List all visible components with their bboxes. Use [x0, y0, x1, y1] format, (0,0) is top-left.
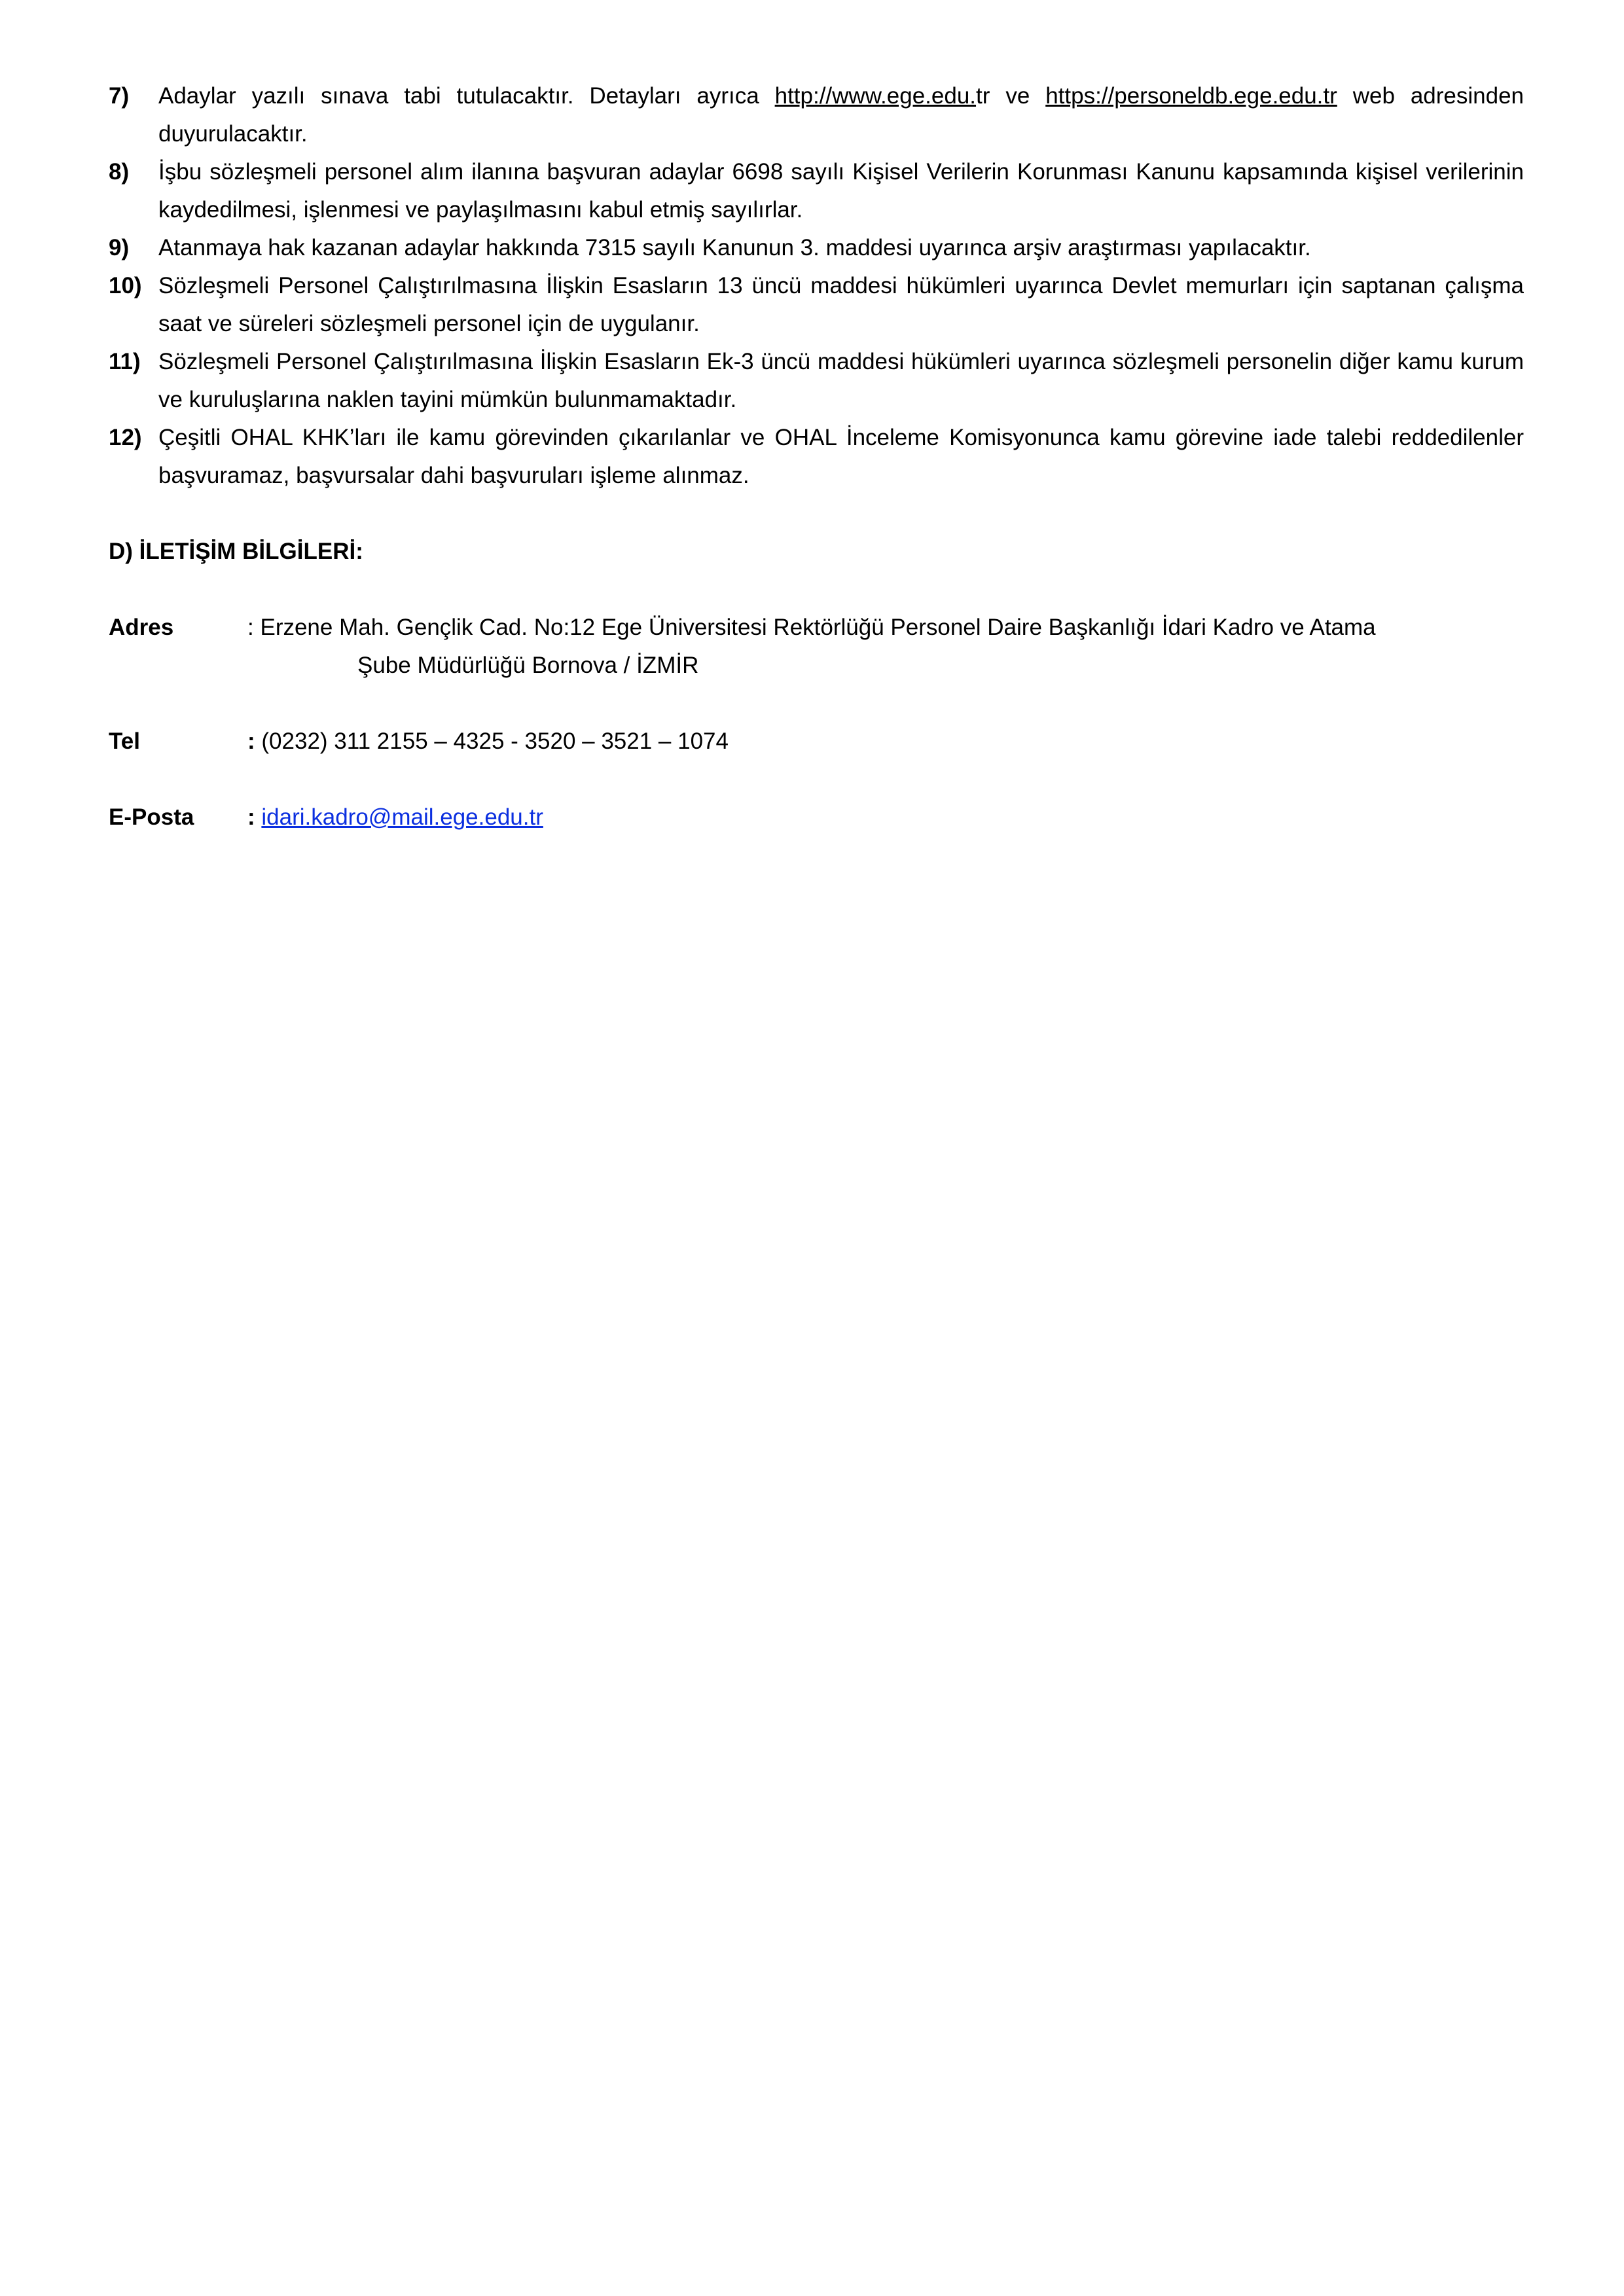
- address-value: [247, 609, 1524, 647]
- address-colon: :: [247, 615, 254, 640]
- item-number: 8): [109, 159, 130, 185]
- list-item-8: [109, 153, 1524, 229]
- item-number: 11): [109, 349, 141, 374]
- item-text: Çeşitli OHAL KHK’ları ile kamu görevinden çıkarılanlar ve OHAL İnceleme Komisyonunca kamu görevine iade talebi reddedilenler başvuramaz, başvursalar dahi başvuruları işleme alınmaz.: [158, 425, 1524, 488]
- item-text: İşbu sözleşmeli personel alım ilanına başvuran adaylar 6698 sayılı Kişisel Verilerin Korunması Kanunu kapsamında kişisel verilerinin kaydedilmesi, işlenmesi ve paylaşılmasını kabul etmiş sayılırlar.: [158, 159, 1524, 223]
- email-value-wrap: [247, 798, 1524, 836]
- email-link[interactable]: idari.kadro@mail.ege.edu.tr: [261, 804, 543, 830]
- item-text: Sözleşmeli Personel Çalıştırılmasına İlişkin Esasların 13 üncü maddesi hükümleri uyarınca Devlet memurları için saptanan çalışma saat ve süreleri sözleşmeli personel için de uygulanır.: [158, 273, 1524, 336]
- address-line-1: Erzene Mah. Gençlik Cad. No:12 Ege Üniversitesi Rektörlüğü Personel Daire Başkanlığı İdari Kadro ve Atama: [260, 615, 1376, 640]
- item-number: 12): [109, 425, 142, 450]
- item-text: Sözleşmeli Personel Çalıştırılmasına İlişkin Esasların Ek-3 üncü maddesi hükümleri uyarınca sözleşmeli personelin diğer kamu kurum ve kuruluşlarına naklen tayini mümkün bulunmamaktadır.: [158, 349, 1524, 412]
- tel-row: [109, 723, 1524, 761]
- tel-value-wrap: [247, 723, 1524, 761]
- tel-value: (0232) 311 2155 – 4325 - 3520 – 3521 – 1074: [261, 728, 729, 754]
- tel-label: Tel: [109, 728, 140, 754]
- item-number: 9): [109, 235, 130, 260]
- address-label: Adres: [109, 615, 174, 640]
- contact-section-title: D) İLETİŞİM BİLGİLERİ:: [109, 539, 363, 564]
- list-item-7: [109, 77, 1524, 153]
- list-item-9: [109, 229, 1524, 267]
- item-text-part: web adresinden duyurulacaktır.: [158, 83, 1525, 147]
- address-line-2: Şube Müdürlüğü Bornova / İZMİR: [357, 653, 699, 678]
- personeldb-link[interactable]: https://personeldb.ege.edu.tr: [1045, 83, 1337, 109]
- ege-edu-link[interactable]: http://www.ege.edu.: [774, 83, 977, 109]
- tel-colon: :: [247, 728, 255, 754]
- email-colon: :: [247, 804, 255, 830]
- list-item-11: [109, 343, 1524, 419]
- item-text: Atanmaya hak kazanan adaylar hakkında 7315 sayılı Kanunun 3. maddesi uyarınca arşiv araştırması yapılacaktır.: [158, 235, 1311, 260]
- address-row: [109, 609, 1524, 685]
- item-text-part: tr ve: [976, 83, 1046, 109]
- list-item-12: [109, 419, 1524, 495]
- list-item-10: [109, 267, 1524, 343]
- email-row: [109, 798, 1524, 836]
- item-text-part: Adaylar yazılı sınava tabi tutulacaktır. Detayları ayrıca: [158, 83, 775, 109]
- document-page: [109, 77, 1524, 836]
- item-number: 10): [109, 273, 142, 298]
- item-number: 7): [109, 83, 130, 109]
- email-label: E-Posta: [109, 804, 194, 830]
